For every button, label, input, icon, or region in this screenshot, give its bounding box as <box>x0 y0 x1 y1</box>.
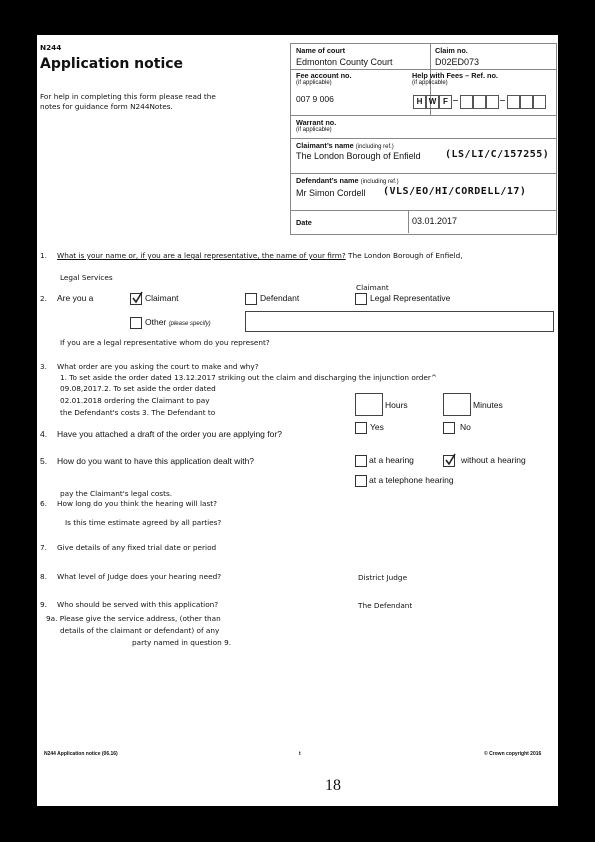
form-title: Application notice <box>40 56 184 72</box>
divider <box>408 210 409 233</box>
q8-question: What level of Judge does your hearing need? <box>57 572 222 581</box>
check-mark-icon <box>444 453 456 466</box>
q1-question: What is your name or, if you are a legal representative, the name of your firm? <box>57 251 346 260</box>
hwf-dash <box>453 100 458 101</box>
hwf-dash <box>500 100 505 101</box>
q1-number: 1. <box>40 251 47 260</box>
divider <box>291 115 556 116</box>
claim-no-value[interactable]: D02ED073 <box>435 57 480 67</box>
other-option-sub: (please specify) <box>168 321 211 327</box>
q9-question: Who should be served with this application? <box>57 600 219 609</box>
q2-question: Are you a <box>57 293 94 303</box>
q6-sub-question: Is this time estimate agreed by all parties? <box>65 518 222 527</box>
name-of-court-value[interactable]: Edmonton County Court <box>296 57 393 67</box>
defendant-name-label: Defendant’s name <box>296 176 359 185</box>
hwf-label: Help with Fees – Ref. no. <box>412 71 498 80</box>
divider <box>291 210 556 211</box>
defendant-name-value[interactable]: Mr Simon Cordell <box>296 188 366 198</box>
q2-represent-question: If you are a legal representative whom do you represent? <box>60 338 270 347</box>
claimant-option-label: Claimant <box>145 293 179 303</box>
claimant-ref-handwritten: (LS/LI/C/157255) <box>445 149 550 160</box>
hwf-ref-field[interactable] <box>411 93 556 109</box>
divider <box>291 173 556 174</box>
fee-account-sub: (if applicable) <box>296 80 332 86</box>
q3-answer-line-1[interactable]: 1. To set aside the order dated 13.12.2017 striking out the claim and discharging the injunction order^ <box>60 373 437 382</box>
defendant-ref-handwritten: (VLS/EO/HI/CORDELL/17) <box>383 186 527 197</box>
q7-question: Give details of any fixed trial date or period <box>57 543 217 552</box>
legal-representative-option-label: Legal Representative <box>370 293 451 303</box>
defendant-option-label: Defendant <box>260 293 300 303</box>
q8-number: 8. <box>40 572 47 581</box>
hwf-digit-box[interactable] <box>507 95 520 109</box>
q9a-line-3: party named in question 9. <box>132 638 232 647</box>
hwf-digit-box[interactable] <box>533 95 546 109</box>
q3-answer-line-2[interactable]: 09.08,2017.2. To set aside the order dated <box>60 384 216 393</box>
q9-answer[interactable]: The Defendant <box>358 601 413 610</box>
q3-answer-line-3[interactable]: 02.01.2018 ordering the Claimant to pay <box>60 396 210 405</box>
q6-question: How long do you think the hearing will last? <box>57 499 218 508</box>
legal-rep-represent-answer[interactable]: Claimant <box>356 283 389 292</box>
claim-no-label: Claim no. <box>435 46 468 55</box>
hwf-letter-w: W <box>426 95 439 109</box>
footer-form-reference: N244 Application notice (06.16) <box>44 751 118 757</box>
claimant-checkbox[interactable] <box>130 293 142 305</box>
date-label: Date <box>296 218 312 227</box>
hwf-letter-f: F <box>439 95 452 109</box>
defendant-name-sub: (including ref.) <box>360 179 399 185</box>
without-a-hearing-checkbox[interactable] <box>443 455 455 467</box>
claimant-name-value[interactable]: The London Borough of Enfield <box>296 151 421 161</box>
q7-number: 7. <box>40 543 47 552</box>
at-a-hearing-label: at a hearing <box>369 455 414 465</box>
divider <box>291 69 556 70</box>
q9a-line-2: details of the claimant or defendant) of any <box>60 626 220 635</box>
q6-number: 6. <box>40 499 47 508</box>
hwf-digit-box[interactable] <box>486 95 499 109</box>
other-specify-input[interactable] <box>245 311 554 332</box>
q8-answer[interactable]: District Judge <box>358 573 408 582</box>
help-text-line-2: notes for guidance form N244Notes. <box>40 102 173 111</box>
legal-representative-checkbox[interactable] <box>355 293 367 305</box>
hours-input[interactable] <box>355 393 383 416</box>
check-mark-icon <box>131 291 143 304</box>
q2-number: 2. <box>40 294 47 303</box>
minutes-input[interactable] <box>443 393 471 416</box>
fee-account-value[interactable]: 007 9 006 <box>296 94 334 104</box>
q3-answer-line-4[interactable]: the Defendant's costs 3. The Defendant to <box>60 408 216 417</box>
footer-mark: t <box>299 751 301 757</box>
q1-answer-line-2[interactable]: Legal Services <box>60 273 113 282</box>
hwf-digit-box[interactable] <box>473 95 486 109</box>
claimant-name-sub: (including ref.) <box>355 144 394 150</box>
q4-number: 4. <box>40 429 48 439</box>
telephone-hearing-checkbox[interactable] <box>355 475 367 487</box>
q4-question: Have you attached a draft of the order you are applying for? <box>57 429 282 439</box>
without-a-hearing-label: without a hearing <box>461 455 526 465</box>
q5-number: 5. <box>40 456 48 466</box>
hwf-letter-h: H <box>413 95 426 109</box>
no-checkbox[interactable] <box>443 422 455 434</box>
at-a-hearing-checkbox[interactable] <box>355 455 367 467</box>
hwf-digit-box[interactable] <box>520 95 533 109</box>
form-code: N244 <box>40 43 62 52</box>
minutes-label: Minutes <box>473 400 503 410</box>
footer-copyright: © Crown copyright 2016 <box>484 751 542 757</box>
q3-question: What order are you asking the court to make and why? <box>57 362 259 371</box>
q9-number: 9. <box>40 600 47 609</box>
other-option-label: Other <box>145 317 167 327</box>
hwf-digit-box[interactable] <box>460 95 473 109</box>
q9a-line-1: 9a. Please give the service address, (other than <box>46 614 221 623</box>
no-label: No <box>460 422 471 432</box>
warrant-no-label: Warrant no. <box>296 118 337 127</box>
defendant-checkbox[interactable] <box>245 293 257 305</box>
yes-checkbox[interactable] <box>355 422 367 434</box>
q1-answer[interactable]: The London Borough of Enfield, <box>348 251 463 260</box>
claimant-name-label: Claimant’s name <box>296 141 354 150</box>
q3-number: 3. <box>40 362 47 371</box>
fee-account-label: Fee account no. <box>296 71 352 80</box>
name-of-court-label: Name of court <box>296 46 346 55</box>
other-checkbox[interactable] <box>130 317 142 329</box>
telephone-hearing-label: at a telephone hearing <box>369 475 454 485</box>
form-page <box>37 35 558 806</box>
date-value[interactable]: 03.01.2017 <box>412 216 458 226</box>
q5-question: How do you want to have this application dealt with? <box>57 456 255 466</box>
hours-label: Hours <box>385 400 408 410</box>
yes-label: Yes <box>370 422 384 432</box>
divider <box>291 138 556 139</box>
hwf-sub: (if applicable) <box>412 80 448 86</box>
help-text-line-1: For help in completing this form please read the <box>40 92 216 101</box>
warrant-no-sub: (if applicable) <box>296 127 332 133</box>
page-number: 18 <box>325 777 341 794</box>
q3-answer-line-5[interactable]: pay the Claimant's legal costs. <box>60 489 173 498</box>
